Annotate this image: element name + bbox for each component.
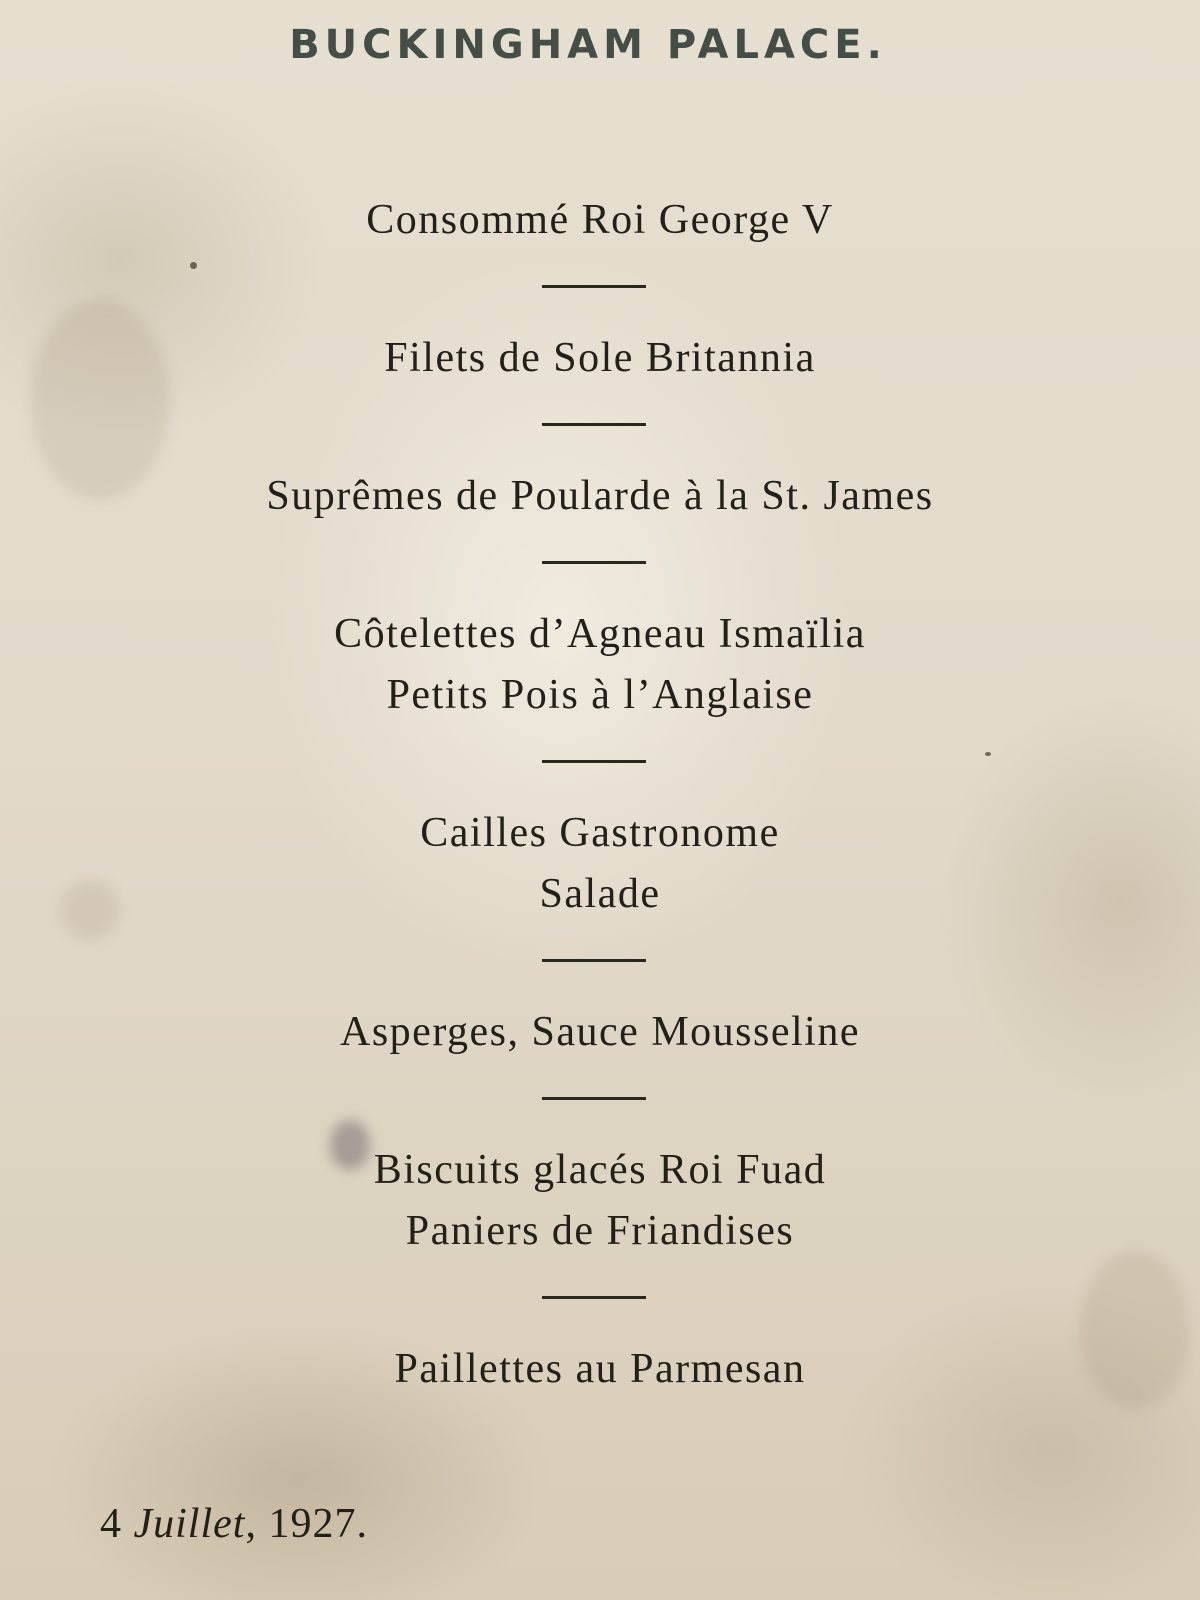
menu-course [0, 1339, 1200, 1400]
letterhead [0, 22, 1200, 68]
course-divider [542, 760, 646, 763]
menu-course [0, 466, 1200, 527]
dish-name: Cailles Gastronome [420, 810, 780, 856]
menu-course [0, 1140, 1200, 1262]
dish-name: Consommé Roi George V [366, 197, 834, 243]
dish-name: Filets de Sole Britannia [384, 335, 816, 381]
course-divider [542, 1097, 646, 1100]
menu-date [100, 1500, 368, 1548]
date-year: , 1927. [245, 1501, 368, 1547]
dish-name: Salade [539, 871, 661, 917]
course-divider [542, 561, 646, 564]
menu-list [0, 190, 1200, 1400]
dish-name: Paillettes au Parmesan [394, 1346, 806, 1392]
dish-name: Suprêmes de Poularde à la St. James [266, 473, 934, 519]
letterhead-title: BUCKINGHAM PALACE. [289, 22, 887, 68]
dish-name: Côtelettes d’Agneau Ismaïlia [334, 611, 866, 657]
menu-course [0, 604, 1200, 726]
course-divider [542, 285, 646, 288]
menu-course [0, 328, 1200, 389]
date-month: Juillet [133, 1501, 246, 1547]
menu-course [0, 190, 1200, 251]
course-divider [542, 959, 646, 962]
dish-name: Asperges, Sauce Mousseline [340, 1009, 860, 1055]
menu-course [0, 803, 1200, 925]
dish-name: Petits Pois à l’Anglaise [386, 672, 814, 718]
dish-name: Paniers de Friandises [405, 1208, 795, 1254]
dish-name: Biscuits glacés Roi Fuad [373, 1147, 827, 1193]
course-divider [542, 1296, 646, 1299]
menu-course [0, 1002, 1200, 1063]
course-divider [542, 423, 646, 426]
date-day: 4 [100, 1501, 122, 1547]
